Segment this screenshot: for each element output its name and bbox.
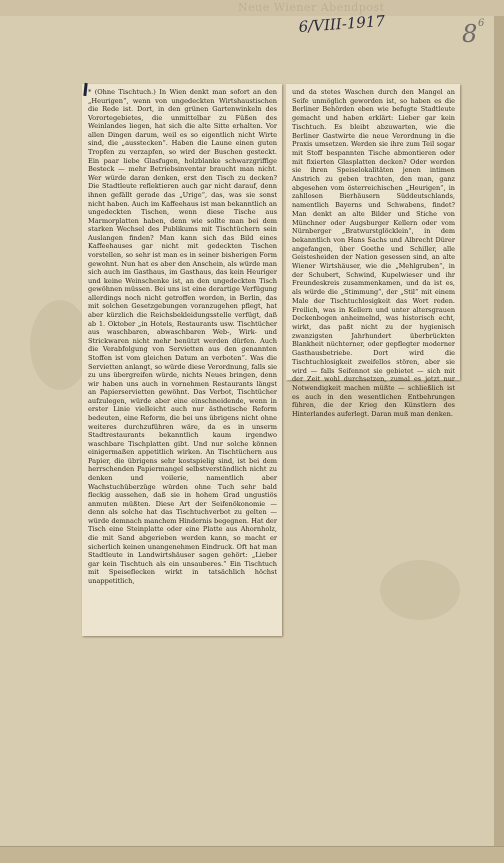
masthead-title: Neue Wiener Abendpost	[238, 1, 385, 14]
handwritten-page-number: 8	[462, 20, 478, 48]
article-column-right: und da stetes Waschen durch den Mangel an Seife unmöglich geworden ist, so haben es die Berliner Behörden eben wie befugte Stadtleute gemacht und haben erklärt: Lieber gar kein Tischtuch. Es bleibt abzuwarten, wie die Berliner Gastwirte die neue Verordnung in die Praxis umsetzen. Werden sie ihre zum Teil sogar mit Stoff bespannten Tische abmontieren oder mit fixierten Glasplatten decken? Oder werden sie ihren Speiselokalitäten jenen intimen Anstrich zu geben trachten, den man, ganz abgesehen vom österreichischen „Heurigen“, in zahllosen Bierhäusern Süddeutschlands, namentlich Bayerns und Schwabens, findet? Man denkt an alte Bilder und Stiche von Münchner oder Augsburger Kellern oder vom Nürnberger „Bratwurstglöcklein“, in dem bekanntlich von Hans Sachs und Albrecht Dürer angefangen, über Goethe und Schiller, alle Geistesheiden der Nation gesessen sind, an alte Wiener Wirtshäuser, wie die „Mehlgruben“, in der Schubert, Schwind, Kupelwieser und ihr Freundeskreis zusammenkamen, und da ist es, als würde die „Stimmung“, der „Stil“ mit einem Male der Tischtuchlosigkeit das Wort reden. Freilich, was in Kellern und unter altersgrauen Deckenbogen anheimelnd, was historisch echt, wirkt, das paßt nicht zu der hygienisch zwanzigsten Jahrhundert überbrückten Blankheit nüchterner, oder gepflegter moderner Gasthausbetriebe. Dort wird die Tischtuchlosigkeit zweifellos stören, aber sie wird — falls Seifennot sie gebietet — sich mit der Zeit wohl durchsetzen, zumal es jetzt nur Notwendigkeit machen müßte — schließlich ist es auch in den wesentlichen Entbehrungen führen, die der Krieg den Künstlern des Hinterlandes auferlegt. Daran muß man denken.	[292, 88, 455, 419]
newspaper-clipping-right	[286, 84, 460, 419]
paper-stain	[30, 300, 90, 390]
handwritten-date: 6/VIII-1917	[298, 11, 386, 36]
board-bottom-edge	[0, 846, 504, 863]
masthead-strip	[0, 0, 504, 16]
handwritten-corner-mark: 6	[478, 18, 485, 29]
paper-stain	[380, 560, 460, 620]
article-column-left: * (Ohne Tischtuch.) In Wien denkt man sofort an den „Heurigen“, wenn von ungedeckten Wirtshaustischen die Rede ist. Dort, in den grünen Gartenwinkeln des Vorortegebietes, die unmittelbar zu Füßen des Weinlandes liegen, hat sich die alte Sitte erhalten. Vor allen Dingen darum, weil es so eigentlich nicht Wirte sind, die „ausstecken“. Haben die Laune einen guten Tropfen zu verzapfen, so wird der Buschen gesteckt. Ein paar liebe Glasfugen, holzblanke schwarzgriffige Besteck — mehr Betriebsinventar braucht man nicht. Wer würde daran denken, erst den Tisch zu decken? Die Stadtleute reflektieren auch gar nicht darauf, denn ihnen gefällt gerade das „Urige“, das, was sie sonst nicht haben. Auch im Kaffeehaus ist man bekanntlich an ungedeckten Tischen, wenn diese Tische aus Marmorplatten haben, denn wie sollte man bei dem starken Wechsel des Publikums mit Tischtüchern sein Auslangen finden? Man kann sich das Bild eines Kaffeehauses gar nicht mit gedeckten Tischen vorstellen, so sehr ist man es in seiner bisherigen Form gewohnt. Nun hat es aber den Anschein, als würde man sich auch im Gasthaus, im Gasthaus, das kein Heuriger und keine Weinschenke ist, an den ungedeckten Tisch gewöhnen müssen. Bei uns ist eine derartige Verfügung allerdings noch nicht getroffen worden, in Berlin, das mit solchen Gesetzgebungen voranzugehen pflegt, hat aber kürzlich die Reichsbekleidungsstelle verfügt, daß ab 1. Oktober „in Hotels, Restaurants usw. Tischtücher aus waschbaren, abwaschbaren Web-, Wirk- und Strickwaren nicht mehr benützt werden dürfen. Auch die Verabfolgung von Servietten aus den genannten Stoffen ist vom gleichen Datum an verboten“. Was die Servietten anlangt, so würde diese Verordnung, falls sie zu uns übergreifen würde, nichts Neues bringen, denn wir haben uns auch in vornehmen Restaurants längst an Papierservietten gewöhnt. Das Verbot, Tischtücher aufzulegen, würde aber eine einschneidende, wenn in erster Linie vielleicht auch nur ästhetische Reform bedeuten, eine Reform, die bei uns übrigens nicht ohne weiteres durchzuführen wäre, da es in unserm Stadtrestaurants bekanntlich kaum irgendwo waschbare Tischplatten gibt. Und nur solche können einigermaßen appetitlich wirken. An Tischtüchern aus Papier, die übrigens sehr kostspielig sind, ist bei dem herrschenden Papiermangel selbstverständlich nicht zu denken und voilerie, namentlich aber Wachstuchüberzüge würden ohne Tuch sehr bald fleckig aussehen, daß sie in hohem Grad ungustiös anmuten müßten. Diese Art der Seifenökonomie — denn als solche hat das Tischtuchverbot zu gelten — würde demnach manchem Hindernis begegnen. Hat der Tisch eine Steinplatte oder eine Platte aus Ahornholz, die mit Sand abgerieben werden kann, so macht er sicherlich keinen unangenehmen Eindruck. Oft hat man Stadtleute in Landwirtshäuser sagen gehört: „Lieber gar kein Tischtuch als ein unsauberes.“ Ein Tischtuch mit Speiseflecken wirkt in tatsächlich höchst unappetitlich,	[88, 88, 277, 585]
newspaper-clipping-left	[82, 84, 282, 636]
board-edge	[494, 0, 504, 863]
